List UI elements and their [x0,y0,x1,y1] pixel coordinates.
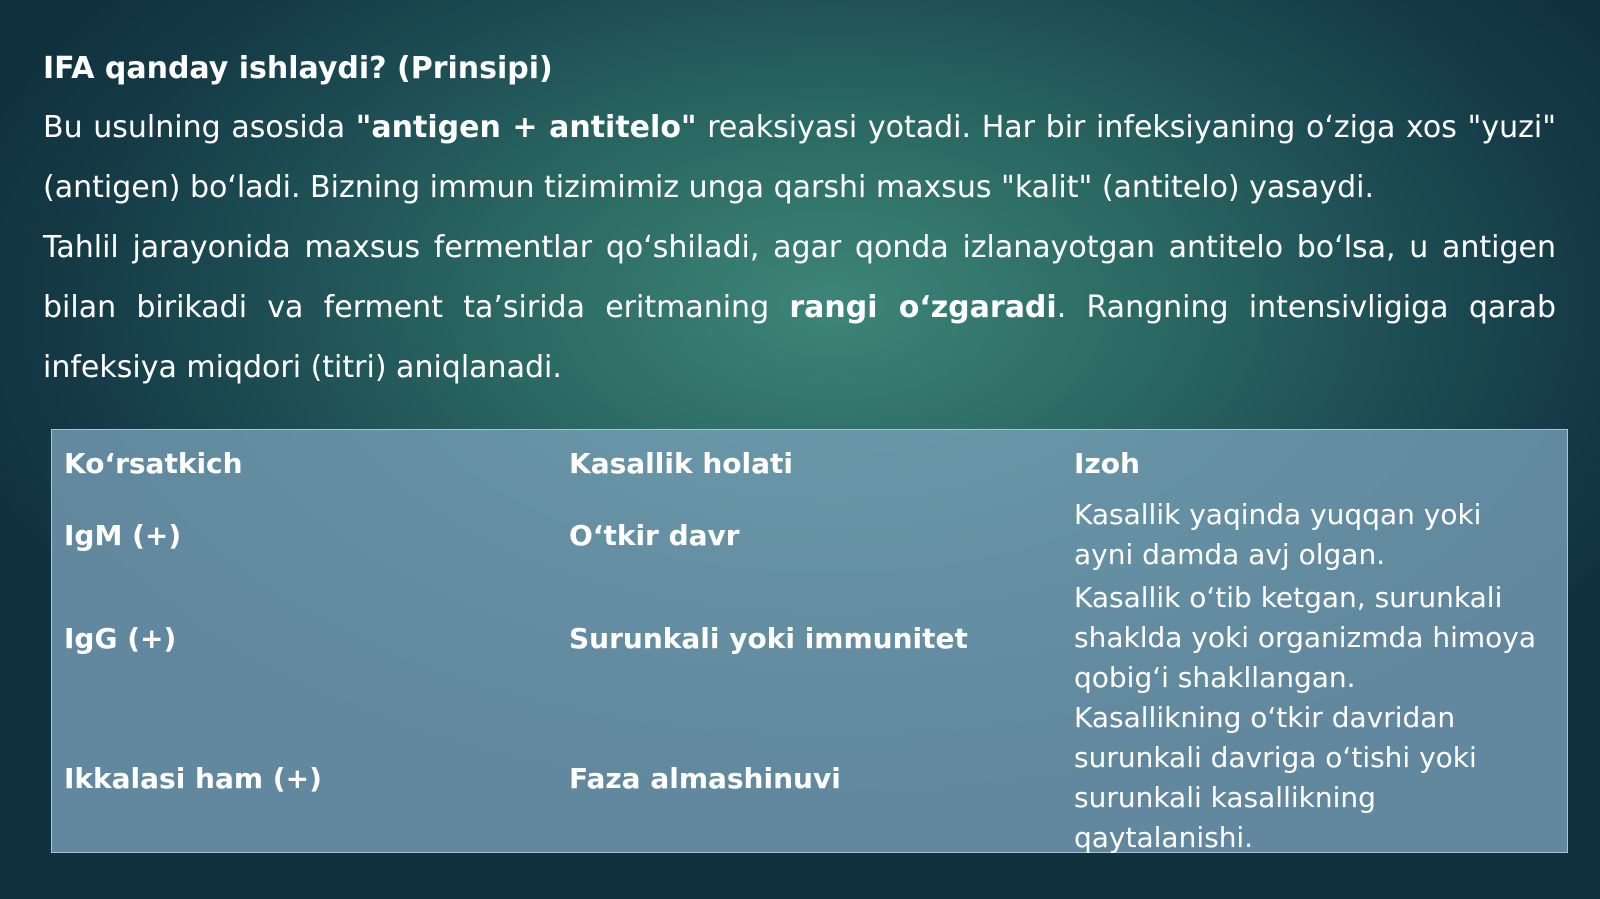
cell-indicator: IgG (+) [64,621,177,655]
table-row [52,698,1567,858]
cell-state: Faza almashinuvi [569,761,841,795]
paragraph-principle-start: Bu usulning asosida [43,110,356,145]
header-state: Kasallik holati [569,446,793,480]
paragraph-principle [43,98,1556,218]
header-note: Izoh [1074,446,1140,480]
cell-note: Kasallik o‘tib ketgan, surunkali shaklda yoki organizmda himoya qobig‘i shakllangan. [1074,581,1536,694]
header-indicator: Ko‘rsatkich [64,446,243,480]
results-table-grid [52,430,1567,858]
text-block [43,46,1556,398]
cell-indicator: IgM (+) [64,518,182,552]
paragraph-process [43,218,1556,398]
cell-note: Kasallikning o‘tkir davridan surunkali davriga o‘tishi yoki surunkali kasallikning qaytalanishi. [1074,701,1477,854]
slide-heading: IFA qanday ishlaydi? (Prinsipi) [43,51,553,86]
cell-indicator: Ikkalasi ham (+) [64,761,322,795]
table-row [52,578,1567,698]
cell-state: Surunkali yoki immunitet [569,621,968,655]
paragraph-process-end: . Rangning intensivligiga qarab infeksiya miqdori (titri) aniqlanadi. [43,290,1557,385]
table-header-row [52,430,1567,492]
paragraph-principle-end: reaksiyasi yotadi. Har bir infeksiyaning o‘ziga xos "yuzi" (antigen) bo‘ladi. Bizning immun tizimimiz unga qarshi maxsus "kalit" (antitelo) yasaydi. [43,110,1556,205]
paragraph-principle-emphasis: "antigen + antitelo" [355,110,697,145]
paragraph-process-emphasis: rangi o‘zgaradi [789,290,1057,325]
results-table [51,429,1568,853]
cell-note: Kasallik yaqinda yuqqan yoki ayni damda avj olgan. [1074,498,1482,571]
cell-state: O‘tkir davr [569,518,740,552]
table-row [52,492,1567,578]
paragraph-process-start: Tahlil jarayonida maxsus fermentlar qo‘shiladi, agar qonda izlanayotgan antitelo bo‘lsa, u antigen bilan birikadi va ferment ta’sirida eritmaning [43,230,1556,325]
